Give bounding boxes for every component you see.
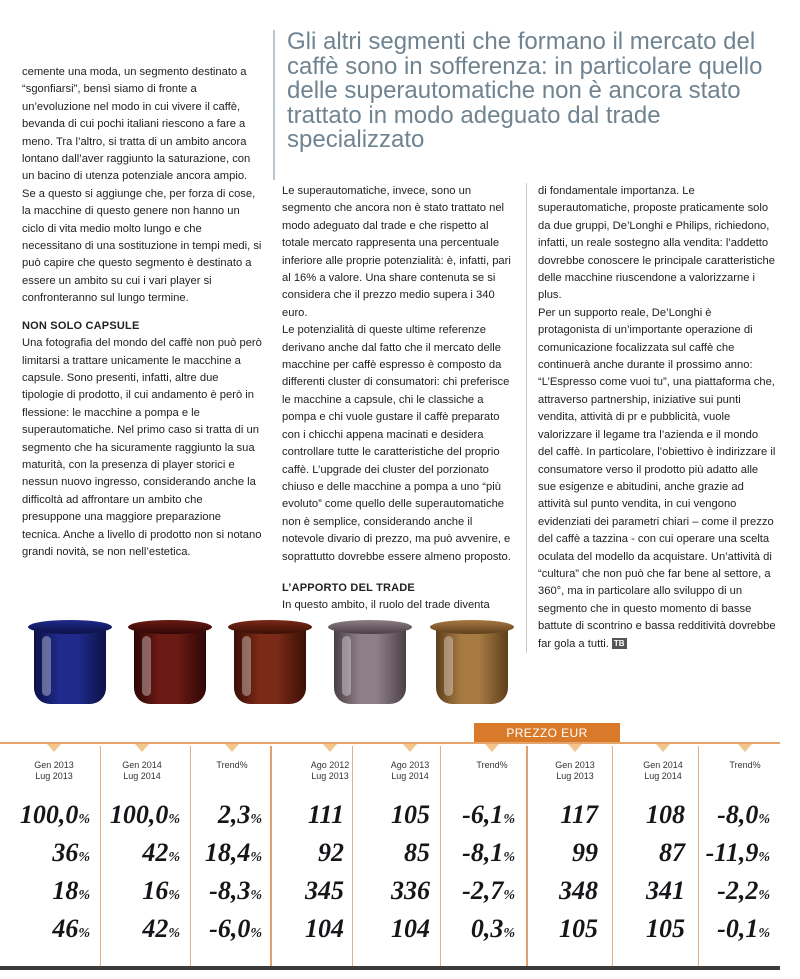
percent-sign: % [78,850,90,865]
article-column-3 [538,183,776,653]
paragraph: di fondamentale importanza. Le superautomatiche, proposte praticamente solo da due gruppi, De’Longhi e Philips, richiedono, infatti, un reale sostegno alla vendita: l’addetto dovrebbe conoscere le principale caratteristiche delle macchine riuscendone a valorizzarne i plus. [538,185,775,302]
column-header-line: Trend% [729,760,761,770]
table-cell [498,800,598,830]
table-cell [244,800,344,830]
column-header-line: Lug 2014 [123,771,161,781]
table-cell [498,914,598,944]
paragraph-text: Per un supporto reale, De’Longhi è protagonista di un’importante operazione di comunicazione focalizzata sul caffè che continuerà anche durante il prossimo anno: “L’Espresso come vuoi tu”, una piattaforma che, attraverso partnership, iniziative sui punti vendita, attività di pr e pubblicità, vuole valorizzare il legame tra l’azienda e il mondo del caffè. In particolare, l’obiettivo è indirizzare il consumatore verso il prodotto più adatto alle sue esigenze e abitudini, anche grazie ad attività sul punto vendita, in cui vengono evidenziati dei parametri chiari – come il prezzo del caffè a tazzina - con cui operare una scelta oculata del modello da acquistare. Un’attività di “cultura” che non può che far bene al settore, a 360°, ma in particolare allo sviluppo di un segmento che in questo momento di basse battute di scontrino e bassa redditività dovrebbe far gola a tutti. [538,306,776,650]
column-header-line: Lug 2013 [311,771,349,781]
pull-quote-rule [273,30,275,180]
paragraph: cemente una moda, un segmento destinato a “sgonfiarsi”, bensì siamo di fronte a un’evoluzione nel modo in cui vivere il caffè, bevanda di cui pochi italiani riescono a fare a meno. Tra l’altro, si tratta di un ambito ancora lontano dall’aver raggiunto la saturazione, con un bacino di utenza potenziale ancora ampio. Se a questo si aggiunge che, per forza di cose, la macchine di questo genere non hanno un ciclo di vita medio molto lungo e che necessitano di una sostituzione in tempi medi, si può capire che questo segmento è destinato a essere un ambito su cui i vari player si confronteranno sul lungo termine. [22,66,262,305]
table-cell [244,914,344,944]
header-arrow-icon [47,744,61,752]
cell-value: 105 [391,800,430,829]
percent-sign: % [758,888,770,903]
table-cell [0,838,90,873]
table-cell [670,800,770,835]
percent-sign: % [758,926,770,941]
column-header [452,760,532,771]
percent-sign: % [168,812,180,827]
table-bottom-bar [0,966,780,970]
cell-value: -2,2 [717,876,759,905]
table-cell [670,876,770,911]
table-cell [0,876,90,911]
cell-value: -8,0 [717,800,759,829]
cell-value: -2,7 [462,876,504,905]
cell-value: -11,9 [705,838,759,867]
column-header [705,760,785,771]
column-header-line: Gen 2014 [643,760,683,770]
cell-value: 336 [391,876,430,905]
cell-value: 105 [646,914,685,943]
end-mark: TB [613,639,625,649]
column-header-line: Trend% [476,760,508,770]
cell-value: 108 [646,800,685,829]
percent-sign: % [503,888,515,903]
table-cell [498,838,598,868]
column-divider [526,183,527,653]
percent-sign: % [78,812,90,827]
cell-value: -8,1 [462,838,504,867]
section-heading: L’APPORTO DEL TRADE [282,581,415,594]
cell-value: 0,3 [470,914,504,943]
percent-sign: % [78,926,90,941]
cell-value: 99 [572,838,598,867]
table-cell [670,838,770,873]
price-banner: PREZZO EUR [474,723,620,744]
cell-value: 117 [560,800,598,829]
column-header-line: Gen 2014 [122,760,162,770]
column-header-line: Trend% [216,760,248,770]
header-arrow-icon [738,744,752,752]
paragraph: In questo ambito, il ruolo del trade diventa [282,599,490,612]
percent-sign: % [250,926,262,941]
column-header [290,760,370,782]
pull-quote: Gli altri segmenti che formano il mercato del caffè sono in sofferenza: in particolare quello delle superautomatiche non è ancora stato trattato in modo adeguato dal trade specializzato [287,28,763,153]
cell-value: 341 [646,876,685,905]
header-arrow-icon [656,744,670,752]
percent-sign: % [168,926,180,941]
table-cell [244,838,344,868]
column-header [535,760,615,782]
paragraph: Le potenzialità di queste ultime referenze derivano anche dal fatto che il mercato delle macchine per caffè espresso è composto da differenti cluster di consumatori: chi preferisce le macchine a capsule, chi le classiche a pompa e chi vuole gustare il caffè preparato con i chicchi appena macinati e desidera controllare tutte le caratteristiche del proprio caffè. L’upgrade dei cluster del porzionato chiuso e delle macchine a pompa a uno “più evoluto” come quello delle superautomatiche non è semplice, considerando anche il notevole divario di prezzo, ma può avvenire, e soprattutto dovrebbe essere almeno proposto. [282,324,511,563]
percent-sign: % [758,850,770,865]
header-arrow-icon [135,744,149,752]
coffee-capsule [228,620,312,708]
percent-sign: % [503,812,515,827]
header-arrow-icon [568,744,582,752]
cell-value: 100,0 [19,800,79,829]
cell-value: -6,1 [462,800,504,829]
table-cell [0,800,90,835]
column-header-line: Lug 2014 [644,771,682,781]
cell-value: 104 [305,914,344,943]
header-arrow-icon [403,744,417,752]
column-header [102,760,182,782]
percent-sign: % [250,888,262,903]
paragraph: Le superautomatiche, invece, sono un segmento che ancora non è stato trattato nel modo adeguato dal trade e che rispetto al totale mercato rappresenta una percentuale inferiore alle proprie potenzialità: è, infatti, pari al 16% a valore. Una share contenuta se si considera che il prezzo medio supera i 340 euro. [282,185,511,319]
article-column-2 [282,183,514,615]
cell-value: 87 [659,838,685,867]
cell-value: 348 [559,876,598,905]
coffee-capsule [328,620,412,708]
percent-sign: % [78,888,90,903]
cell-value: 42 [142,838,169,867]
percent-sign: % [168,888,180,903]
column-header-line: Lug 2014 [391,771,429,781]
percent-sign: % [503,926,515,941]
column-header-line: Lug 2013 [35,771,73,781]
header-arrow-icon [323,744,337,752]
coffee-capsule [430,620,514,708]
header-arrow-icon [485,744,499,752]
cell-value: 111 [307,800,344,829]
column-header-line: Gen 2013 [555,760,595,770]
table-cell [498,876,598,906]
table-cell [670,914,770,949]
percent-sign: % [503,850,515,865]
cell-value: 100,0 [109,800,169,829]
cell-value: 16 [142,876,169,905]
cell-value: 345 [305,876,344,905]
cell-value: 42 [142,914,169,943]
cell-value: 18,4 [204,838,251,867]
cell-value: 18 [52,876,79,905]
article-column-1 [22,64,262,561]
header-arrow-icon [225,744,239,752]
column-header-line: Ago 2013 [390,760,430,770]
cell-value: 36 [52,838,79,867]
column-header-line: Gen 2013 [34,760,74,770]
paragraph: Una fotografia del mondo del caffè non può però limitarsi a trattare unicamente le macchine a capsule. Sono presenti, infatti, altre due tipologie di prodotto, il cui andamento è però in flessione: le macchine a pompa e le superautomatiche. Nel primo caso si tratta di un segmento che ha sicuramente raggiunto la sua maturità, con la presenza di player storici e nessun nuovo ingresso, considerando anche la difficoltà ad affrontare un ambito che presuppone una maggiore preparazione tecnica. Anche a livello di prodotto non si notano grandi novità, se non nell’estetica. [22,337,262,558]
coffee-capsule [128,620,212,708]
percent-sign: % [168,850,180,865]
cell-value: 92 [318,838,344,867]
cell-value: 2,3 [217,800,251,829]
cell-value: 104 [391,914,430,943]
cell-value: -0,1 [717,914,759,943]
section-heading: NON SOLO CAPSULE [22,319,140,332]
cell-value: 85 [404,838,430,867]
cell-value: 46 [52,914,79,943]
cell-value: -6,0 [209,914,251,943]
column-header-line: Lug 2013 [556,771,594,781]
column-header [370,760,450,782]
coffee-capsule [28,620,112,708]
column-header [623,760,703,782]
column-header [192,760,272,771]
table-cell [244,876,344,906]
percent-sign: % [250,850,262,865]
paragraph [538,305,776,653]
cell-value: 105 [559,914,598,943]
column-header-line: Ago 2012 [310,760,350,770]
cell-value: -8,3 [209,876,251,905]
table-cell [0,914,90,949]
percent-sign: % [758,812,770,827]
percent-sign: % [250,812,262,827]
column-header [14,760,94,782]
